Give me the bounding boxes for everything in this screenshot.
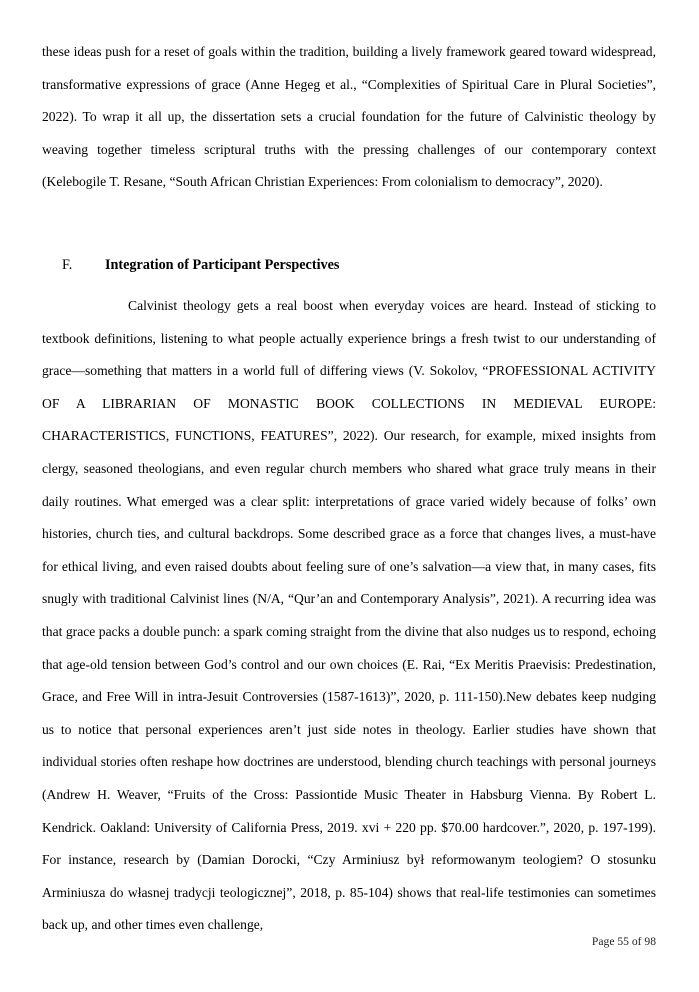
page-number-footer: Page 55 of 98 <box>591 935 656 948</box>
continued-paragraph: these ideas push for a reset of goals within the tradition, building a lively framework geared toward widespread, transformative expressions of grace (Anne Hegeg et al., “Complexities of Spiritual Care in Plural Societies”, 2022). To wrap it all up, the dissertation sets a crucial foundation for the future of Calvinistic theology by weaving together timeless scriptural truths with the pressing challenges of our contemporary context (Kelebogile T. Resane, “South African Christian Experiences: From colonialism to democracy”, 2020). <box>42 44 656 190</box>
section-heading <box>62 254 622 276</box>
section-title: Integration of Participant Perspectives <box>105 257 340 273</box>
section-number: F. <box>62 257 73 273</box>
section-body-paragraph: Calvinist theology gets a real boost when everyday voices are heard. Instead of sticking to textbook definitions, listening to what people actually experience brings a fresh twist to our understanding of grace—something that matters in a world full of differing views (V. Sokolov, “PROFESSIONAL ACTIVITY OF A LIBRARIAN OF MONASTIC BOOK COLLECTIONS IN MEDIEVAL EUROPE: CHARACTERISTICS, FUNCTIONS, FEATURES”, 2022). Our research, for example, mixed insights from clergy, seasoned theologians, and even regular church members who shared what grace truly means in their daily routines. What emerged was a clear split: interpretations of grace varied widely because of folks’ own histories, church ties, and cultural backdrops. Some described grace as a force that changes lives, a must-have for ethical living, and even raised doubts about feeling sure of one’s salvation—a view that, in many cases, fits snugly with traditional Calvinist lines (N/A, “Qur’an and Contemporary Analysis”, 2021). A recurring idea was that grace packs a double punch: a spark coming straight from the divine that also nudges us to respond, echoing that age-old tension between God’s control and our own choices (E. Rai, “Ex Meritis Praevisis: Predestination, Grace, and Free Will in intra-Jesuit Controversies (1587-1613)”, 2020, p. 111-150).New debates keep nudging us to notice that personal experiences aren’t just side notes in theology. Earlier studies have shown that individual stories often reshape how doctrines are understood, blending church teachings with personal journeys (Andrew H. Weaver, “Fruits of the Cross: Passiontide Music Theater in Habsburg Vienna. By Robert L. Kendrick. Oakland: University of California Press, 2019. xvi + 220 pp. $70.00 hardcover.”, 2020, p. 197-199). For instance, research by (Damian Dorocki, “Czy Arminiusz był reformowanym teologiem? O stosunku Arminiusza do własnej tradycji teologicznej”, 2018, p. 85-104) shows that real-life testimonies can sometimes back up, and other times even challenge, <box>42 298 656 933</box>
